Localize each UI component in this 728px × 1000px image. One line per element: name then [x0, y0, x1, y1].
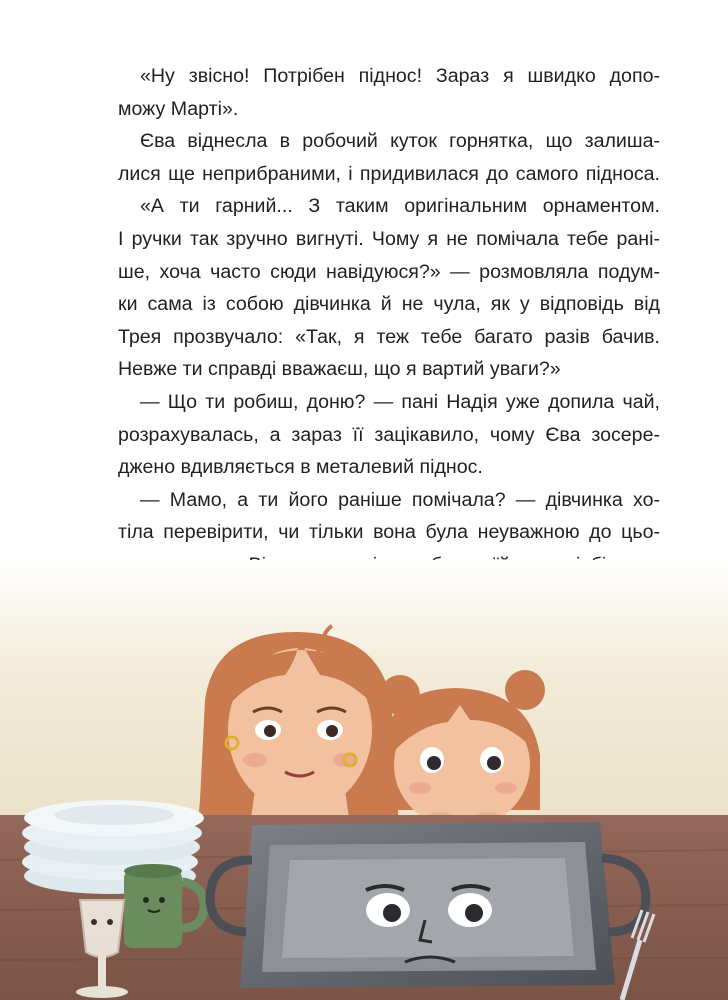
text-line: — Що ти робиш, доню? — пані Надія уже допила чай, [140, 390, 660, 413]
text-line: Невже ти справді вважаєш, що я вартий уваги?» [118, 358, 561, 381]
text-line: можу Марті». [118, 97, 239, 120]
text-line: Єва віднесла в робочий куток горнятка, що залиша- [140, 130, 660, 153]
text-line: — Мамо, а ти його раніше помічала? — дівчинка хо- [140, 488, 660, 511]
text-line: Трея прозвучало: «Так, я теж тебе багато разів бачив. [118, 325, 660, 348]
text-line: тіла перевірити, чи тільки вона була неуважною до цьо- [118, 521, 660, 544]
story-illustration [0, 560, 728, 1000]
text-line: розрахувалась, а зараз її зацікавило, чому Єва зосере- [118, 423, 660, 446]
text-line: «А ти гарний... З таким оригінальним орнаментом. [140, 195, 660, 218]
girl-figure [380, 670, 545, 832]
text-line: «Ну звісно! Потрібен піднос! Зараз я швидко допо- [140, 65, 660, 87]
text-line: джено вдивляється в металевий піднос. [118, 456, 483, 479]
text-line: І ручки так зручно вигнуті. Чому я не помічала тебе рані- [118, 227, 660, 250]
text-line: лися ще неприбраними, і придивилася до самого підноса. [118, 162, 660, 185]
text-line: ше, хоча часто сюди навідуюся?» — розмовляла подум- [118, 260, 660, 283]
metal-tray [210, 822, 646, 988]
text-line: ки сама із собою дівчинка й не чула, як у відповідь від [118, 293, 660, 316]
story-text [118, 60, 660, 647]
